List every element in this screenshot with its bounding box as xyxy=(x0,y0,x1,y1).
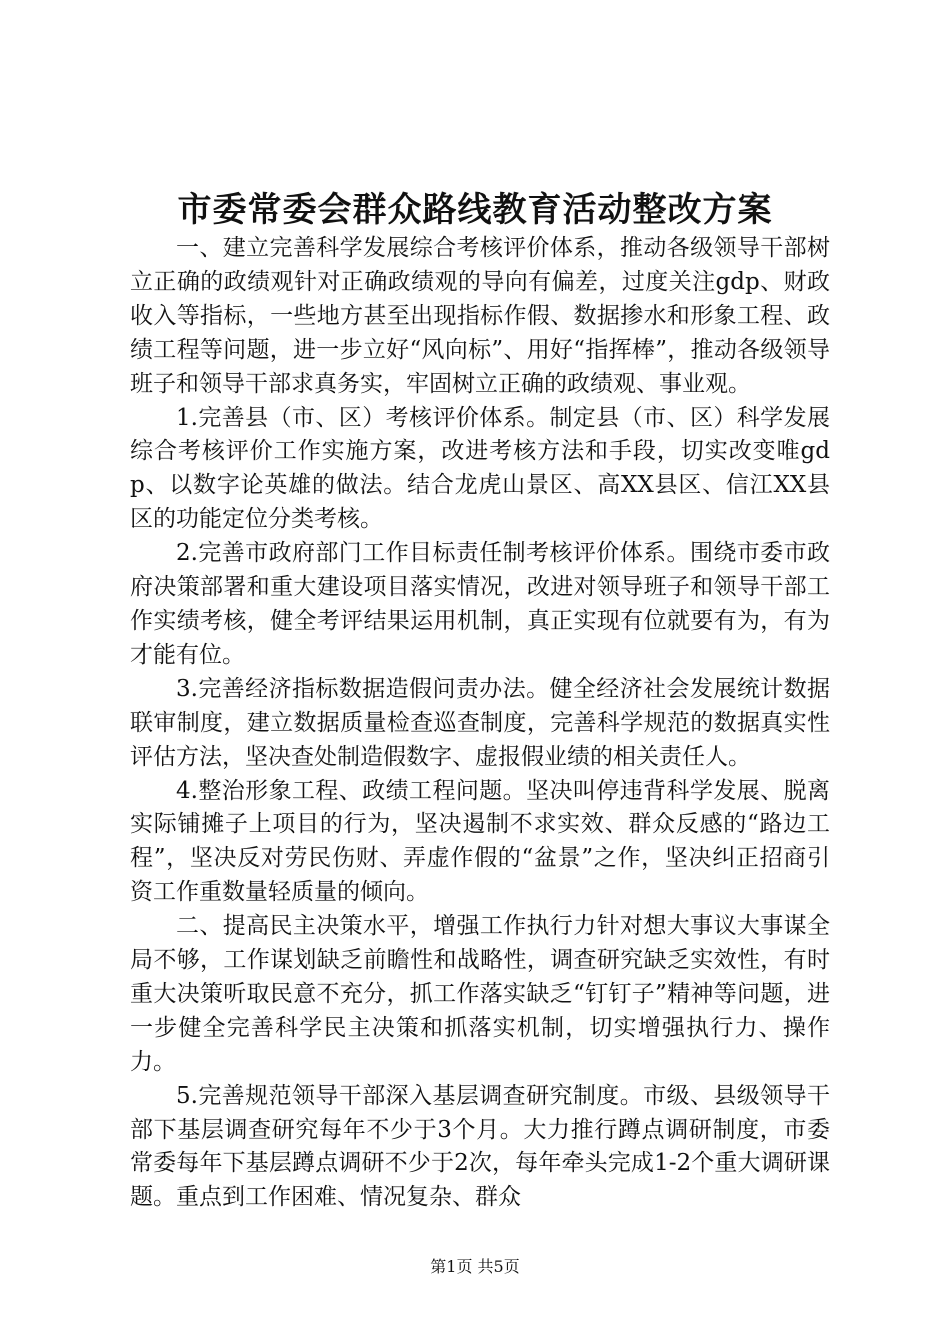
document-body xyxy=(130,232,830,1215)
paragraph: 二、提高民主决策水平，增强工作执行力针对想大事议大事谋全局不够，工作谋划缺乏前瞻性和战略性，调查研究缺乏实效性，有时重大决策听取民意不充分，抓工作落实缺乏“钉钉子”精神等问题，进一步健全完善科学民主决策和抓落实机制，切实增强执行力、操作力。 xyxy=(130,913,830,1075)
paragraph: 1.完善县（市、区）考核评价体系。制定县（市、区）科学发展综合考核评价工作实施方案，改进考核方法和手段，切实改变唯gdp、以数字论英雄的做法。结合龙虎山景区、高XX县区、信江XX县区的功能定位分类考核。 xyxy=(130,404,830,533)
paragraph: 一、建立完善科学发展综合考核评价体系，推动各级领导干部树立正确的政绩观针对正确政绩观的导向有偏差，过度关注gdp、财政收入等指标，一些地方甚至出现指标作假、数据掺水和形象工程、政绩工程等问题，进一步立好“风向标”、用好“指挥棒”，推动各级领导班子和领导干部求真务实，牢固树立正确的政绩观、事业观。 xyxy=(130,235,830,397)
paragraph: 2.完善市政府部门工作目标责任制考核评价体系。围绕市委市政府决策部署和重大建设项目落实情况，改进对领导班子和领导干部工作实绩考核，健全考评结果运用机制，真正实现有位就要有为，有为才能有位。 xyxy=(130,540,830,668)
paragraph: 4.整治形象工程、政绩工程问题。坚决叫停违背科学发展、脱离实际铺摊子上项目的行为，坚决遏制不求实效、群众反感的“路边工程”，坚决反对劳民伤财、弄虚作假的“盆景”之作，坚决纠正招商引资工作重数量轻质量的倾向。 xyxy=(130,777,830,906)
paragraph: 3.完善经济指标数据造假问责办法。健全经济社会发展统计数据联审制度，建立数据质量检查巡查制度，完善科学规范的数据真实性评估方法，坚决查处制造假数字、虚报假业绩的相关责任人。 xyxy=(130,675,830,770)
document-title: 市委常委会群众路线教育活动整改方案 xyxy=(177,190,773,230)
paragraph: 5.完善规范领导干部深入基层调查研究制度。市级、县级领导干部下基层调查研究每年不少于3个月。大力推行蹲点调研制度，市委常委每年下基层蹲点调研不少于2次，每年牵头完成1-2个重大调研课题。重点到工作困难、情况复杂、群众 xyxy=(130,1082,830,1211)
page-number-footer: 第1页 共5页 xyxy=(430,1257,520,1276)
